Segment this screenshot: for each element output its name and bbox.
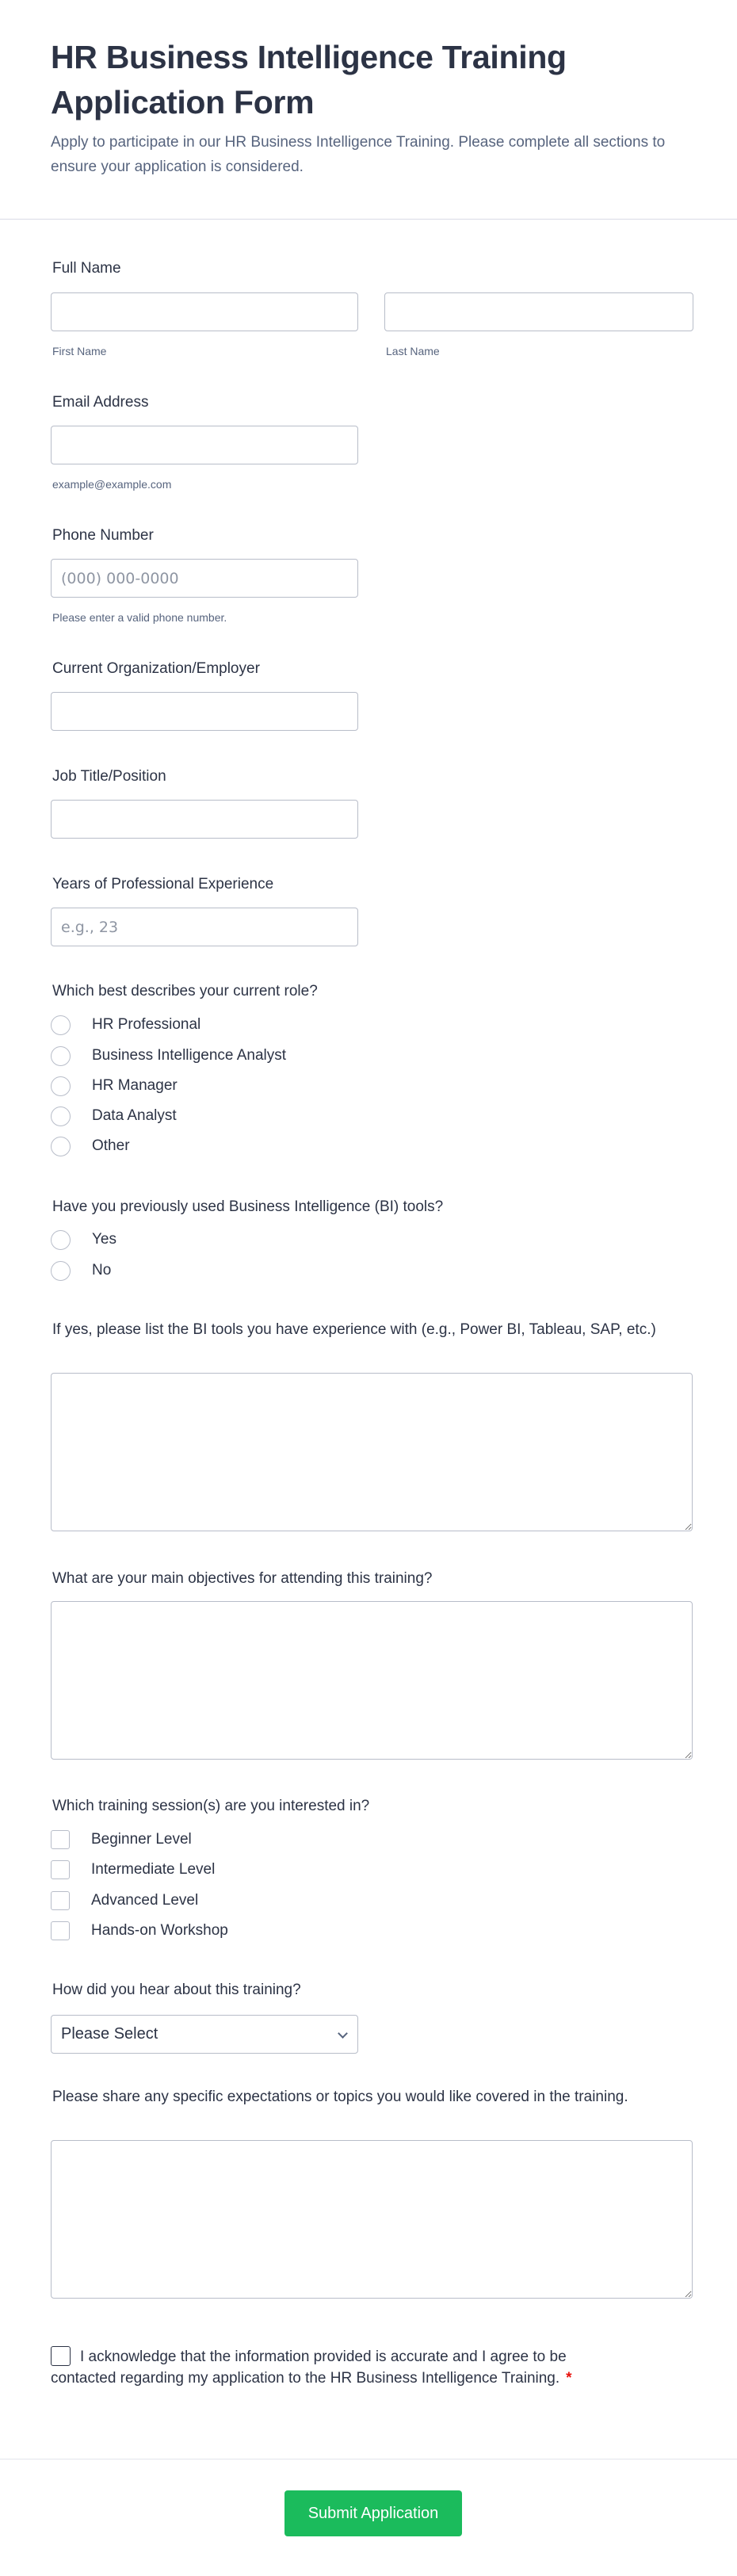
radio-button[interactable] xyxy=(51,1046,71,1066)
acknowledge-checkbox[interactable] xyxy=(51,2346,71,2366)
select-value: Please Select xyxy=(61,2025,158,2043)
experience-label: Years of Professional Experience xyxy=(52,876,274,892)
acknowledge-field xyxy=(51,2346,629,2389)
sessions-label: Which training session(s) are you interested in? xyxy=(52,1798,370,1814)
phone-input[interactable] xyxy=(51,559,358,598)
bi-used-option-yes[interactable] xyxy=(51,1229,116,1251)
job-title-input[interactable] xyxy=(51,800,358,839)
checkbox[interactable] xyxy=(51,1921,70,1940)
referral-label: How did you hear about this training? xyxy=(52,1982,301,1998)
role-label: Which best describes your current role? xyxy=(52,983,318,999)
referral-select[interactable] xyxy=(51,2015,358,2054)
option-label: Advanced Level xyxy=(91,1892,199,1909)
option-label: Beginner Level xyxy=(91,1831,192,1848)
radio-button[interactable] xyxy=(51,1015,71,1035)
checkbox[interactable] xyxy=(51,1860,70,1879)
bi-tools-label: If yes, please list the BI tools you have experience with (e.g., Power BI, Tableau, SAP, etc.) xyxy=(52,1321,656,1338)
radio-button[interactable] xyxy=(51,1230,71,1250)
radio-button[interactable] xyxy=(51,1106,71,1126)
email-sublabel: example@example.com xyxy=(52,478,172,491)
checkbox[interactable] xyxy=(51,1830,70,1849)
email-label: Email Address xyxy=(52,394,149,411)
radio-button[interactable] xyxy=(51,1076,71,1096)
option-label: Other xyxy=(92,1137,130,1154)
email-input[interactable] xyxy=(51,426,358,464)
objectives-label: What are your main objectives for attending this training? xyxy=(52,1570,433,1587)
required-asterisk: * xyxy=(566,2370,572,2387)
chevron-down-icon xyxy=(338,2028,348,2039)
bi-used-label: Have you previously used Business Intelligence (BI) tools? xyxy=(52,1198,444,1215)
objectives-textarea[interactable] xyxy=(51,1601,693,1760)
radio-button[interactable] xyxy=(51,1261,71,1281)
first-name-input[interactable] xyxy=(51,292,358,331)
option-label: Intermediate Level xyxy=(91,1861,216,1878)
page-subtitle: Apply to participate in our HR Business Intelligence Training. Please complete all sections to ensure your application is considered. xyxy=(51,134,666,175)
submit-button[interactable]: Submit Application xyxy=(284,2490,462,2536)
role-option-bi-analyst[interactable] xyxy=(51,1045,286,1067)
expectations-label: Please share any specific expectations or topics you would like covered in the training. xyxy=(52,2089,628,2105)
first-name-sublabel: First Name xyxy=(52,345,107,357)
last-name-sublabel: Last Name xyxy=(386,345,440,357)
option-label: Yes xyxy=(92,1231,116,1248)
session-option-intermediate[interactable] xyxy=(51,1859,215,1881)
job-title-label: Job Title/Position xyxy=(52,768,166,785)
full-name-label: Full Name xyxy=(52,260,121,277)
option-label: HR Manager xyxy=(92,1077,178,1094)
radio-button[interactable] xyxy=(51,1137,71,1156)
role-option-hr-manager[interactable] xyxy=(51,1075,178,1097)
session-option-workshop[interactable] xyxy=(51,1920,228,1942)
bi-used-option-no[interactable] xyxy=(51,1259,111,1282)
session-option-advanced[interactable] xyxy=(51,1890,198,1912)
phone-sublabel: Please enter a valid phone number. xyxy=(52,611,227,624)
role-option-other[interactable] xyxy=(51,1135,130,1157)
organization-input[interactable] xyxy=(51,692,358,731)
option-label: Data Analyst xyxy=(92,1107,177,1124)
last-name-input[interactable] xyxy=(384,292,693,331)
form-header xyxy=(0,0,737,220)
organization-label: Current Organization/Employer xyxy=(52,660,260,677)
role-option-data-analyst[interactable] xyxy=(51,1105,177,1127)
option-label: Business Intelligence Analyst xyxy=(92,1047,287,1064)
expectations-textarea[interactable] xyxy=(51,2140,693,2299)
bi-tools-textarea[interactable] xyxy=(51,1373,693,1531)
option-label: HR Professional xyxy=(92,1016,201,1033)
experience-input[interactable] xyxy=(51,908,358,946)
role-option-hr-professional[interactable] xyxy=(51,1014,200,1036)
checkbox[interactable] xyxy=(51,1891,70,1910)
page-title: HR Business Intelligence Training Application Form xyxy=(51,39,567,120)
option-label: Hands-on Workshop xyxy=(91,1922,228,1939)
acknowledge-text: I acknowledge that the information provided is accurate and I agree to be contacted regarding my application to the HR Business Intelligence Training. xyxy=(51,2349,567,2387)
session-option-beginner[interactable] xyxy=(51,1829,192,1851)
phone-label: Phone Number xyxy=(52,527,154,544)
option-label: No xyxy=(92,1262,112,1278)
